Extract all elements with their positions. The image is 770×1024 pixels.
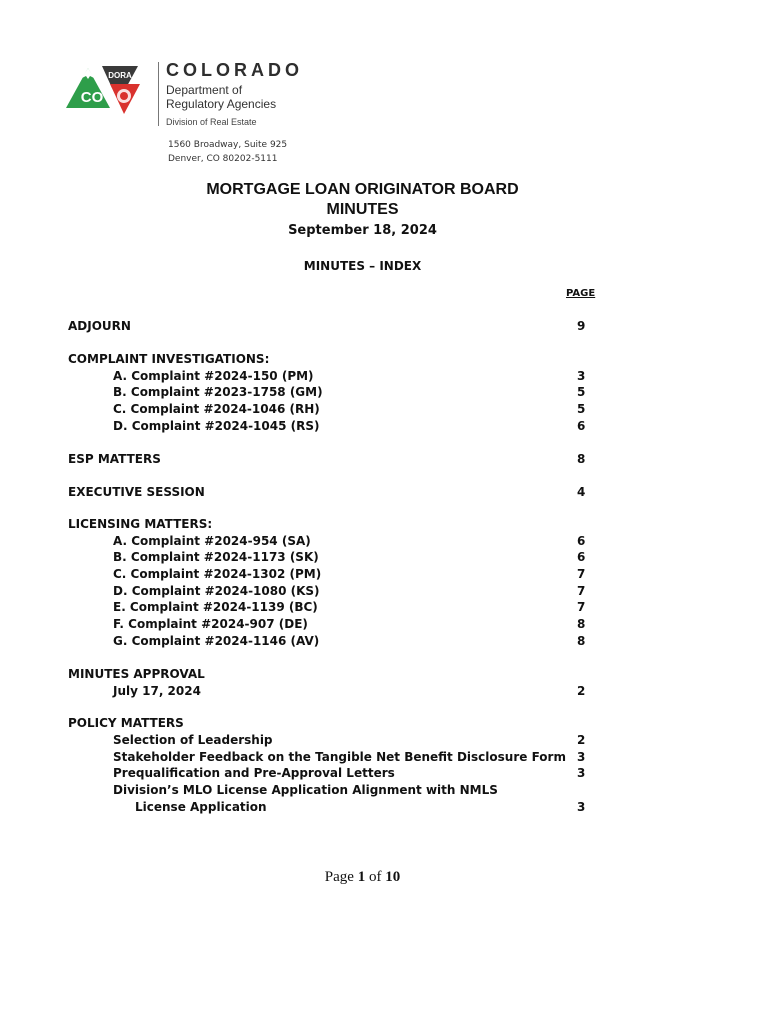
logo-divider [158,62,159,126]
footer-current-page: 1 [357,869,366,885]
index-row [0,401,725,418]
logo-text-co: CO [80,89,104,106]
index-page: 2 [577,684,586,698]
index-row [0,633,725,650]
index-page: 6 [577,550,586,564]
index-section-label: POLICY MATTERS [68,716,184,730]
index-page: 7 [577,567,586,581]
index-page: 3 [577,766,586,780]
index-row [0,749,725,766]
index-page: 2 [577,733,586,747]
index-page: 9 [577,319,586,333]
index-section-label: MINUTES APPROVAL [68,667,205,681]
colorado-logo-icon [66,58,158,120]
logo-text-dora: DORA [108,71,132,80]
footer-prefix: Page [324,869,354,885]
index-label: July 17, 2024 [113,684,201,698]
index-row [0,683,725,700]
board-title: MORTGAGE LOAN ORIGINATOR BOARD [206,181,519,198]
index-page: 3 [577,369,586,383]
index-row [0,484,725,501]
page-footer [0,869,725,886]
address-line-1: 1560 Broadway, Suite 925 [168,140,288,150]
index-section-label: COMPLAINT INVESTIGATIONS: [68,352,270,366]
index-page: 7 [577,600,586,614]
index-label: C. Complaint #2024-1302 (PM) [113,567,322,581]
index-label: A. Complaint #2024-954 (SA) [113,534,311,548]
index-row [0,666,725,683]
index-page: 7 [577,584,586,598]
meeting-date: September 18, 2024 [288,223,437,238]
index-page: 8 [577,634,586,648]
index-page: 6 [577,534,586,548]
footer-total-pages: 10 [385,869,401,885]
address-line-2: Denver, CO 80202-5111 [168,154,278,164]
index-row [0,516,725,533]
index-page: 5 [577,402,586,416]
index-row [0,384,725,401]
footer-of: of [368,869,382,885]
index-row [0,765,725,782]
index-page: 8 [577,617,586,631]
index-label: B. Complaint #2024-1173 (SK) [113,550,319,564]
index-row [0,616,725,633]
index-label: F. Complaint #2024-907 (DE) [113,617,308,631]
index-page: 3 [577,800,586,814]
index-row [0,368,725,385]
index-row [0,782,725,799]
index-label: ADJOURN [68,319,131,333]
index-label: ESP MATTERS [68,452,161,466]
index-row [0,351,725,368]
index-row [0,566,725,583]
index-label: License Application [135,800,267,814]
division-name: Division of Real Estate [166,117,257,127]
index-row [0,318,725,335]
index-label: E. Complaint #2024-1139 (BC) [113,600,318,614]
index-row [0,418,725,435]
index-page: 8 [577,452,586,466]
index-label: D. Complaint #2024-1080 (KS) [113,584,320,598]
index-row [0,533,725,550]
dept-line-2: Regulatory Agencies [166,97,277,111]
index-heading: MINUTES – INDEX [303,259,422,273]
index-label: B. Complaint #2023-1758 (GM) [113,385,323,399]
index-row [0,583,725,600]
index-page: 6 [577,419,586,433]
index-row [0,599,725,616]
index-label: Selection of Leadership [113,733,273,747]
index-section-label: LICENSING MATTERS: [68,517,213,531]
index-label: A. Complaint #2024-150 (PM) [113,369,314,383]
index-label: G. Complaint #2024-1146 (AV) [113,634,320,648]
index-label: Prequalification and Pre-Approval Letters [113,766,395,780]
index-page: 5 [577,385,586,399]
index-page: 4 [577,485,586,499]
dora-logo [66,58,158,120]
document-title: MINUTES [326,201,399,218]
index-row [0,715,725,732]
index-label: Division’s MLO License Application Alignment with NMLS [113,783,498,797]
index-row [0,799,725,816]
index-row [0,549,725,566]
index-label: Stakeholder Feedback on the Tangible Net Benefit Disclosure Form [113,750,566,764]
index-row [0,732,725,749]
org-name: COLORADO [166,60,303,80]
page-column-header: PAGE [566,288,596,299]
dept-line-1: Department of [166,83,243,97]
index-label: D. Complaint #2024-1045 (RS) [113,419,320,433]
index-label: C. Complaint #2024-1046 (RH) [113,402,320,416]
index-row [0,451,725,468]
index-label: EXECUTIVE SESSION [68,485,205,499]
index-page: 3 [577,750,586,764]
